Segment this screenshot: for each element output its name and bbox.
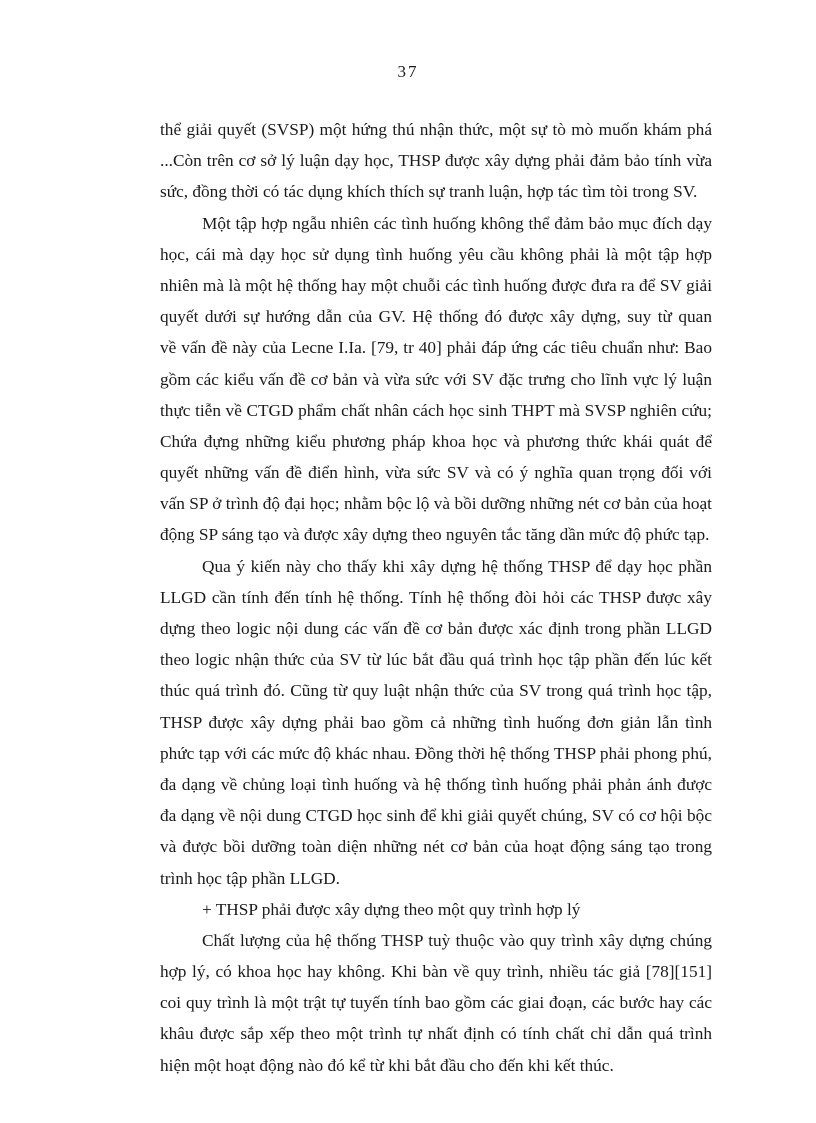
text-line: và được bồi dưỡng toàn diện những nét cơ bản của hoạt động sáng tạo trong <box>160 837 712 857</box>
text-line: nhiên mà là một hệ thống hay một chuỗi các tình huống được đưa ra để SV giải <box>160 275 712 295</box>
text-line: quyết những vấn đề điển hình, vừa sức SV và có ý nghĩa quan trọng đối với <box>160 463 712 483</box>
text-line: đa dạng về chủng loại tình huống và hệ thống tình huống phải phản ánh được <box>160 774 712 794</box>
text-line: quyết dưới sự hướng dẫn của GV. Hệ thống đó được xây dựng, suy từ quan <box>160 307 712 327</box>
text-line: + THSP phải được xây dựng theo một quy trình hợp lý <box>202 899 581 919</box>
text-line: học, cái mà dạy học sử dụng tình huống yêu cầu không phải là một tập hợp <box>160 244 712 264</box>
text-line: Một tập hợp ngẫu nhiên các tình huống không thể đảm bảo mục đích dạy <box>202 213 712 233</box>
text-line: thể giải quyết (SVSP) một hứng thú nhận thức, một sự tò mò muốn khám phá <box>160 120 712 139</box>
text-line: THSP được xây dựng phải bao gồm cả những tình huống đơn giản lẫn tình <box>160 712 712 732</box>
text-line: ...Còn trên cơ sở lý luận dạy học, THSP được xây dựng phải đảm bảo tính vừa <box>160 151 712 171</box>
text-line: vấn SP ở trình độ đại học; nhằm bộc lộ và bồi dưỡng những nét cơ bản của hoạt <box>160 494 712 514</box>
text-line: sức, đồng thời có tác dụng khích thích sự tranh luận, hợp tác tìm tòi trong SV. <box>160 182 698 202</box>
text-line: thực tiễn về CTGD phẩm chất nhân cách học sinh THPT mà SVSP nghiên cứu; <box>160 400 712 420</box>
text-line: LLGD cần tính đến tính hệ thống. Tính hệ thống đòi hỏi các THSP được xây <box>160 587 712 607</box>
text-line: thúc quá trình đó. Cũng từ quy luật nhận thức của SV trong quá trình học tập, <box>160 681 712 701</box>
page-number: 37 <box>397 62 419 81</box>
text-line: khâu được sắp xếp theo một trình tự nhất định có tính chất chỉ dẫn quá trình <box>160 1024 712 1044</box>
text-line: coi quy trình là một trật tự tuyến tính bao gồm các giai đoạn, các bước hay các <box>160 993 712 1013</box>
text-line: dựng theo logic nội dung các vấn đề cơ bản được xác định trong phần LLGD <box>160 619 712 638</box>
text-line: hiện một hoạt động nào đó kể từ khi bắt đầu cho đến khi kết thúc. <box>160 1055 614 1075</box>
text-line: Qua ý kiến này cho thấy khi xây dựng hệ thống THSP để dạy học phần <box>202 556 712 576</box>
body-text <box>160 114 712 1081</box>
text-line: về vấn đề này của Lecne I.Ia. [79, tr 40] phải đáp ứng các tiêu chuẩn như: Bao <box>160 338 712 358</box>
text-line: theo logic nhận thức của SV từ lúc bắt đầu quá trình học tập phần đến lúc kết <box>160 650 712 670</box>
text-line: đa dạng về nội dung CTGD học sinh để khi giải quyết chúng, SV có cơ hội bộc <box>160 806 712 826</box>
text-line: Chất lượng của hệ thống THSP tuỳ thuộc vào quy trình xây dựng chúng <box>202 930 712 950</box>
text-line: Chứa đựng những kiểu phương pháp khoa học và phương thức khái quát để <box>160 431 712 451</box>
text-line: trình học tập phần LLGD. <box>160 868 340 888</box>
text-line: hợp lý, có khoa học hay không. Khi bàn về quy trình, nhiều tác giả [78][151] <box>160 962 712 982</box>
text-line: động SP sáng tạo và được xây dựng theo nguyên tắc tăng dần mức độ phức tạp. <box>160 525 710 545</box>
text-line: phức tạp với các mức độ khác nhau. Đồng thời hệ thống THSP phải phong phú, <box>160 743 712 763</box>
text-line: gồm các kiểu vấn đề cơ bản và vừa sức với SV đặc trưng cho lĩnh vực lý luận <box>160 369 712 389</box>
